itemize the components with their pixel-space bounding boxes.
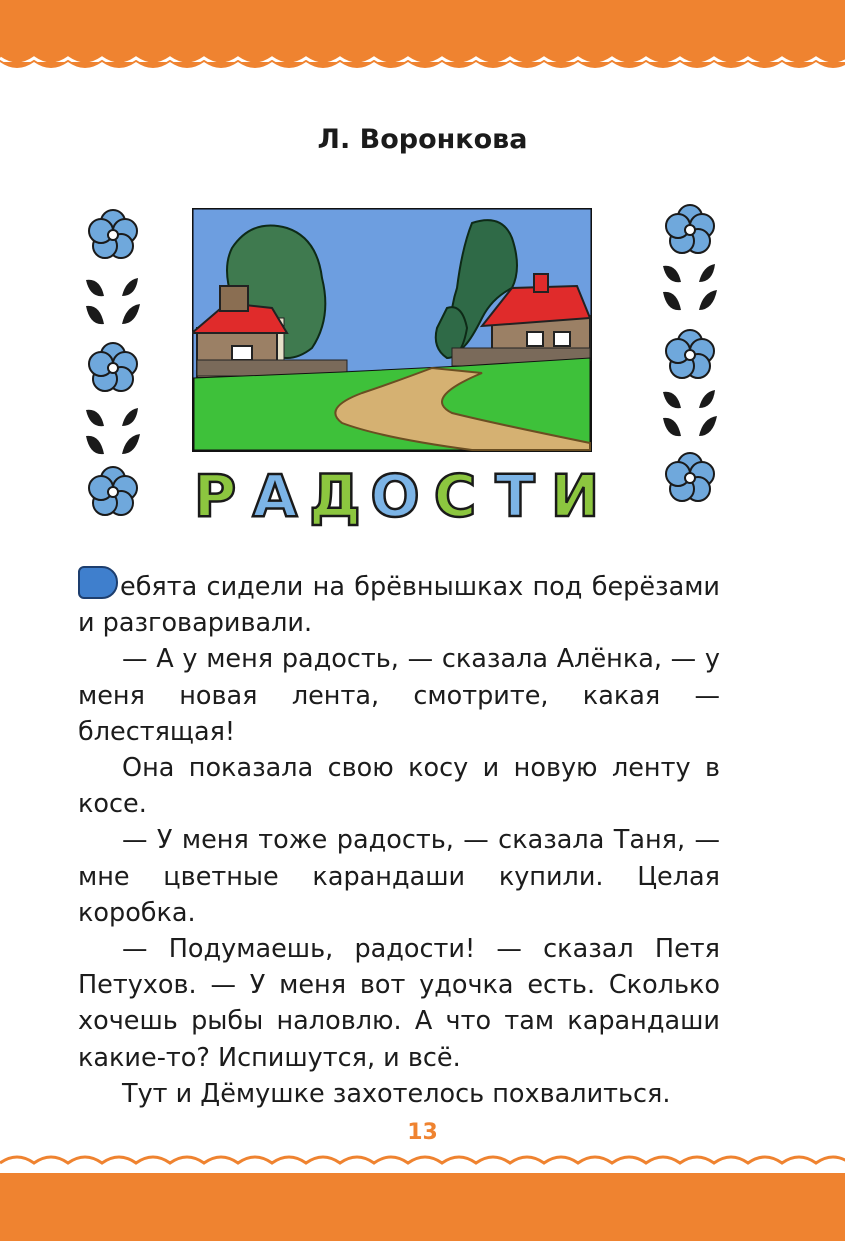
top-decorative-band bbox=[0, 0, 845, 80]
title-letter: И bbox=[550, 462, 600, 530]
paragraph-6: Тут и Дёмушке захотелось похвалиться. bbox=[122, 1078, 671, 1109]
bottom-decorative-band bbox=[0, 1155, 845, 1241]
paragraph-1: Р ебята сидели на брёвнышках под берёзами и разговаривали. bbox=[78, 566, 720, 641]
title-letter: Р bbox=[193, 462, 237, 530]
page-number: 13 bbox=[407, 1120, 438, 1145]
paragraph-3: Она показала свою косу и новую ленту в косе. bbox=[78, 753, 720, 820]
story-text bbox=[78, 566, 720, 1112]
story-title bbox=[185, 458, 605, 530]
drop-cap: Р bbox=[78, 566, 118, 599]
leaves-icon bbox=[663, 390, 717, 436]
title-letter: Д bbox=[309, 462, 361, 530]
flower-icon bbox=[666, 453, 714, 501]
leaves-icon bbox=[86, 278, 140, 324]
leaves-icon bbox=[663, 264, 717, 310]
title-letter: А bbox=[252, 462, 298, 530]
flower-icon bbox=[666, 205, 714, 253]
flower-icon bbox=[89, 467, 137, 515]
title-letter: О bbox=[370, 462, 420, 530]
village-illustration bbox=[192, 208, 592, 452]
right-flower-ornament bbox=[655, 200, 725, 520]
title-letter: С bbox=[433, 462, 477, 530]
leaves-icon bbox=[86, 408, 140, 454]
paragraph-4: — У меня тоже радость, — сказала Таня, — мне цветные карандаши купили. Целая коробка. bbox=[78, 825, 720, 928]
left-flower-ornament bbox=[78, 200, 148, 520]
paragraph-2: — А у меня радость, — сказала Алёнка, — у меня новая лента, смотрите, какая — блестящая! bbox=[78, 644, 720, 747]
flower-icon bbox=[89, 343, 137, 391]
paragraph-5: — Подумаешь, радости! — сказал Петя Петухов. — У меня вот удочка есть. Сколько хочешь рыбы наловлю. А что там карандаши какие-то? Испишутся, и всё. bbox=[78, 934, 720, 1073]
author-name: Л. Воронкова bbox=[317, 124, 528, 155]
flower-icon bbox=[89, 210, 137, 258]
title-letter: Т bbox=[495, 462, 535, 530]
flower-icon bbox=[666, 330, 714, 378]
